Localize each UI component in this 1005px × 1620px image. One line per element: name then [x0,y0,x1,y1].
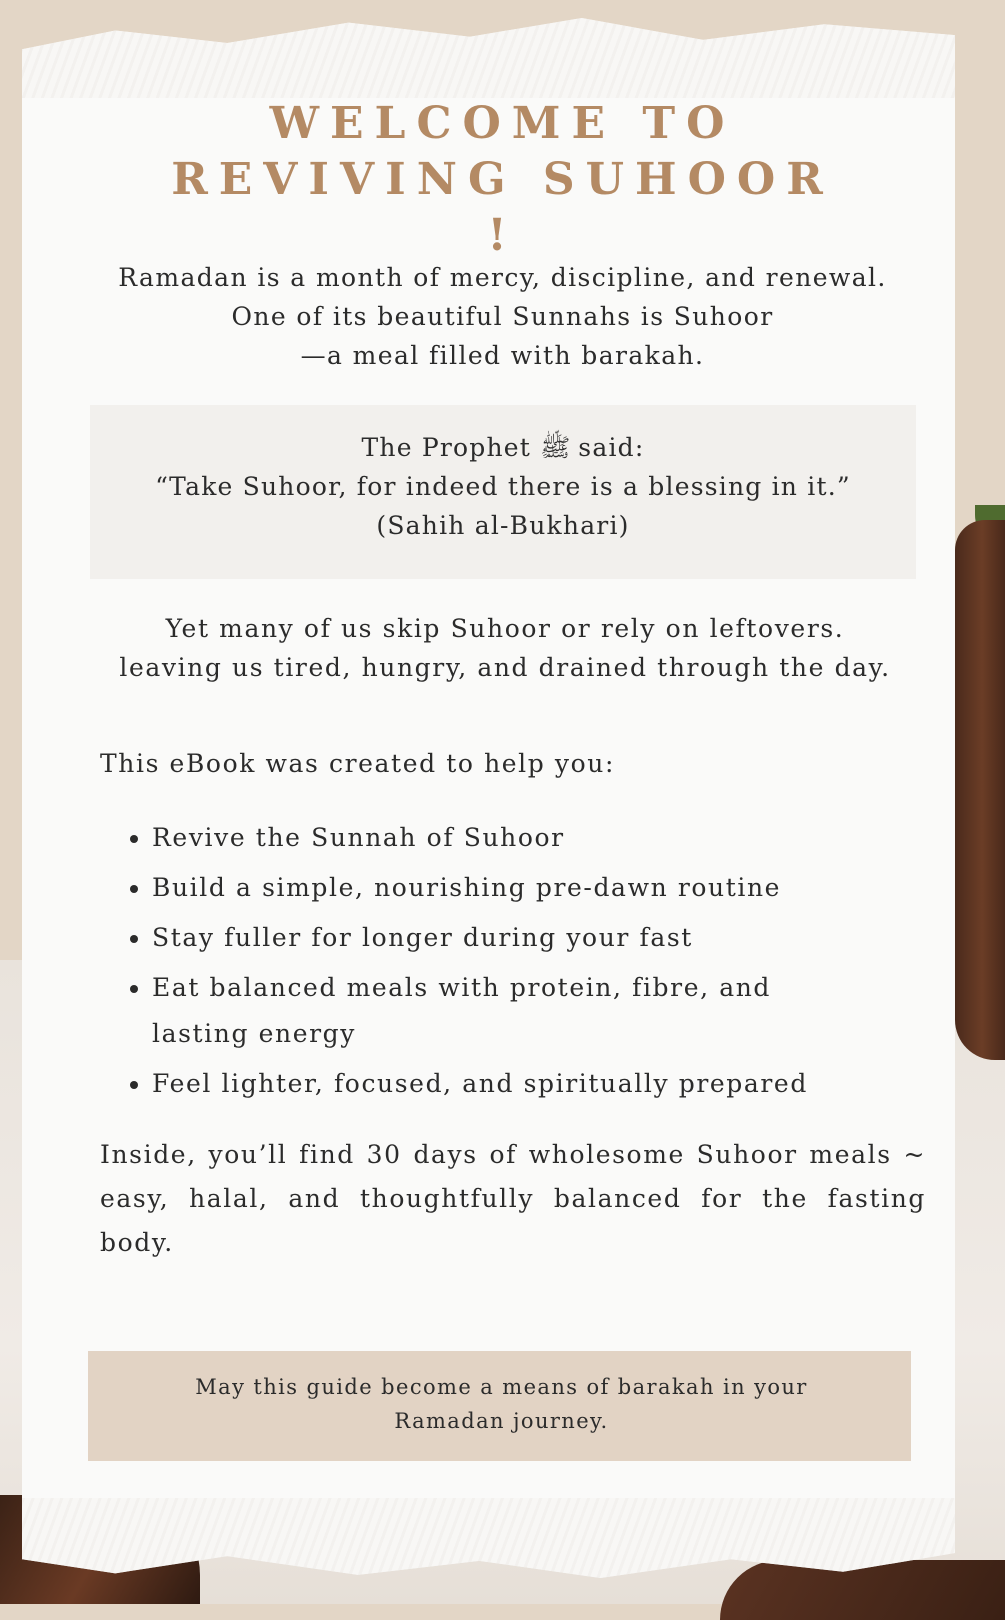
list-item: Eat balanced meals with protein, fibre, and lasting energy [128,965,852,1057]
skip-line-1: Yet many of us skip Suhoor or rely on leftovers. [165,614,845,643]
intro-line-1: Ramadan is a month of mercy, discipline, and renewal. [118,263,887,292]
closing-message: May this guide become a means of barakah in your Ramadan journey. [195,1375,808,1433]
benefits-list [128,815,928,1111]
help-heading: This eBook was created to help you: [100,749,616,778]
page-title [150,96,855,264]
title-line-2: REVIVING SUHOOR ! [171,154,834,261]
intro-line-2: One of its beautiful Sunnahs is Suhoor [231,302,774,331]
title-line-1: WELCOME TO [269,98,736,149]
list-item: Build a simple, nourishing pre-dawn routine [128,865,928,911]
intro-paragraph [40,258,965,375]
list-item: Feel lighter, focused, and spiritually prepared [128,1061,928,1107]
hadith-line-2: “Take Suhoor, for indeed there is a blessing in it.” [155,472,851,501]
list-item: Stay fuller for longer during your fast [128,915,928,961]
intro-line-3: —a meal filled with barakah. [300,341,705,370]
skip-paragraph [30,609,980,687]
list-item: Revive the Sunnah of Suhoor [128,815,928,861]
hadith-quote [90,428,916,545]
hadith-line-1: The Prophet ﷺ said: [361,433,645,462]
hadith-source: (Sahih al-Bukhari) [376,511,630,540]
skip-line-2: leaving us tired, hungry, and drained through the day. [119,653,891,682]
inside-paragraph: Inside, you’ll find 30 days of wholesome Suhoor meals ~ easy, halal, and thoughtfully balanced for the fasting body. [100,1140,926,1257]
